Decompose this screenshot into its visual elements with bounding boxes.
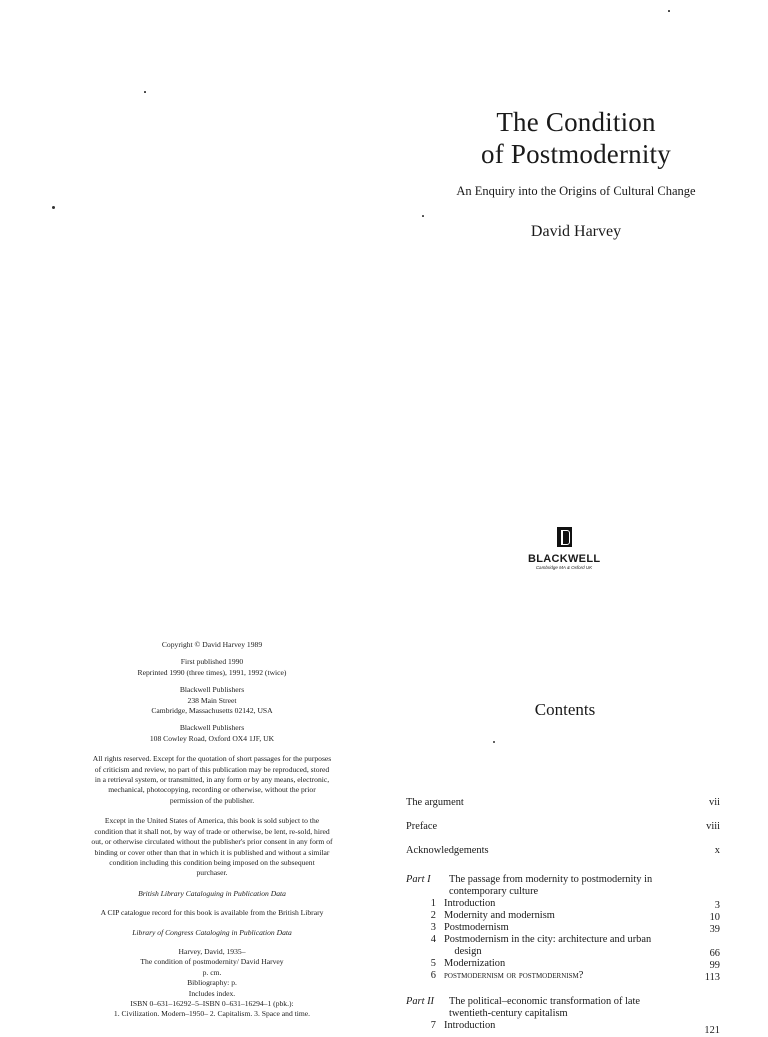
chapter-number: 5 <box>430 958 436 969</box>
chapter-page: 39 <box>709 924 720 935</box>
condition-line: purchaser. <box>196 868 228 878</box>
chapter-number: 3 <box>430 922 436 933</box>
part-title-line: The passage from modernity to postmodernity in <box>449 874 653 885</box>
title-fragment: post <box>444 970 462 981</box>
toc-entry-title: The argument <box>406 797 464 808</box>
chapter-page: 121 <box>704 1025 720 1036</box>
chapter-title: Introduction <box>444 898 496 909</box>
rights-line: in a retrieval system, or transmitted, in any form or by any means, electronic, <box>94 775 330 785</box>
chapter-page: 113 <box>704 972 720 983</box>
toc-entry-acknowledgements <box>406 844 720 868</box>
scan-speck <box>422 215 424 217</box>
rights-line: permission of the publisher. <box>169 795 255 805</box>
chapter-title: Postmodernism <box>444 922 509 933</box>
book-subtitle: An Enquiry into the Origins of Cultural Change <box>456 184 696 198</box>
chapter-page: 99 <box>709 960 720 971</box>
chapter-title: Introduction <box>444 1020 496 1031</box>
toc-part-2 <box>406 996 720 1020</box>
loc-cip-heading: Library of Congress Cataloging in Publication Data <box>132 927 292 937</box>
toc-entry-argument <box>406 796 720 820</box>
table-of-contents <box>406 796 720 1036</box>
scan-speck <box>144 91 146 93</box>
us-publisher-address <box>76 685 348 716</box>
condition-line: out, or otherwise circulated without the publisher's prior consent in any form of <box>91 837 333 847</box>
rights-line: mechanical, photocopying, recording or otherwise, without the prior <box>108 785 316 795</box>
loc-line: 1. Civilization. Modern–1950– 2. Capitalism. 3. Space and time. <box>113 1009 311 1019</box>
book-author: David Harvey <box>530 223 622 240</box>
loc-line: ISBN 0–631–16292–5–ISBN 0–631–16294–1 (pbk.): <box>130 998 294 1008</box>
chapter-number: 2 <box>430 910 436 921</box>
chapter-title: Modernization <box>444 958 506 969</box>
chapter-title-line: design <box>454 946 482 957</box>
title-fragment: ism? <box>566 970 584 981</box>
toc-chapter <box>406 970 720 982</box>
uk-publisher-address <box>76 723 348 744</box>
toc-entry-page: vii <box>709 797 720 808</box>
book-title-line-2: of Postmodernity <box>481 139 671 169</box>
toc-entry-page: x <box>714 845 720 856</box>
scan-speck <box>493 741 495 743</box>
blackwell-b-logo-icon <box>557 527 572 547</box>
loc-line: Bibliography: p. <box>187 978 237 988</box>
chapter-title-line: Postmodernism in the city: architecture and urban <box>444 934 652 945</box>
address-line: Cambridge, Massachusetts 02142, USA <box>151 706 273 716</box>
bl-cip-heading: British Library Cataloguing in Publication Data <box>138 888 286 898</box>
condition-line: binding or cover other than that in which it is published and without a similar <box>94 847 330 857</box>
toc-entry-title: Preface <box>406 821 438 832</box>
sale-condition-notice <box>76 816 348 878</box>
address-line: 108 Cowley Road, Oxford OX4 1JF, UK <box>149 733 275 743</box>
book-title-line-1: The Condition <box>496 107 656 137</box>
scan-speck <box>668 10 670 12</box>
toc-entry-preface <box>406 820 720 844</box>
publisher-name: BLACKWELL <box>528 553 601 565</box>
chapter-page: 10 <box>709 912 720 923</box>
condition-line: condition that it shall not, by way of trade or otherwise, be lent, re-sold, hired <box>94 826 330 836</box>
chapter-number: 7 <box>430 1020 436 1031</box>
toc-chapter <box>406 898 720 910</box>
contents-heading: Contents <box>534 700 596 719</box>
part-title <box>449 874 699 898</box>
loc-line: The condition of postmodernity/ David Harvey <box>140 957 284 967</box>
publisher-places: Cambridge MA & Oxford UK <box>535 565 593 570</box>
condition-line: Except in the United States of America, this book is sold subject to the <box>104 816 320 826</box>
chapter-title <box>444 970 674 982</box>
title-fragment: postmodern <box>518 970 567 981</box>
chapter-title <box>444 934 674 958</box>
publisher-logo <box>528 527 600 571</box>
toc-chapter <box>406 910 720 922</box>
rights-line: of criticism and review, no part of this publication may be reproduced, stored <box>94 764 330 774</box>
part-label: Part I <box>406 874 431 885</box>
toc-entry-title: Acknowledgements <box>406 845 489 856</box>
loc-cip-record <box>76 947 348 1020</box>
part-title <box>449 996 699 1020</box>
title-fragment: modernism or <box>461 970 519 981</box>
toc-chapter <box>406 922 720 934</box>
part-title-line: twentieth-century capitalism <box>449 1008 568 1019</box>
part-title-line: contemporary culture <box>449 886 539 897</box>
chapter-page: 66 <box>709 948 720 959</box>
chapter-number: 1 <box>430 898 436 909</box>
scan-speck <box>52 206 55 209</box>
chapter-page: 3 <box>714 900 720 911</box>
copyright-block <box>76 640 348 1020</box>
rights-line: All rights reserved. Except for the quotation of short passages for the purposes <box>92 754 332 764</box>
toc-entry-page: viii <box>706 821 720 832</box>
chapter-title: Modernity and modernism <box>444 910 555 921</box>
rights-notice <box>76 754 348 806</box>
chapter-number: 6 <box>430 970 436 981</box>
loc-line: p. cm. <box>202 967 222 977</box>
toc-chapter <box>406 934 720 958</box>
loc-line: Harvey, David, 1935– <box>178 946 246 956</box>
address-line: Blackwell Publishers <box>179 723 245 733</box>
part-title-line: The political–economic transformation of late <box>449 996 641 1007</box>
address-line: 238 Main Street <box>187 695 237 705</box>
title-block <box>384 106 768 241</box>
toc-chapter <box>406 1020 720 1036</box>
first-published: First published 1990 <box>180 657 244 667</box>
bl-cip-text: A CIP catalogue record for this book is available from the British Library <box>100 908 324 918</box>
address-line: Blackwell Publishers <box>179 685 245 695</box>
reprinted: Reprinted 1990 (three times), 1991, 1992 (twice) <box>137 667 287 677</box>
copyright-line: Copyright © David Harvey 1989 <box>161 640 263 649</box>
condition-line: condition including this condition being imposed on the subsequent <box>109 857 315 867</box>
chapter-number: 4 <box>430 934 436 945</box>
toc-part-1 <box>406 874 720 898</box>
toc-chapter <box>406 958 720 970</box>
loc-line: Includes index. <box>188 988 236 998</box>
part-label: Part II <box>406 996 434 1007</box>
